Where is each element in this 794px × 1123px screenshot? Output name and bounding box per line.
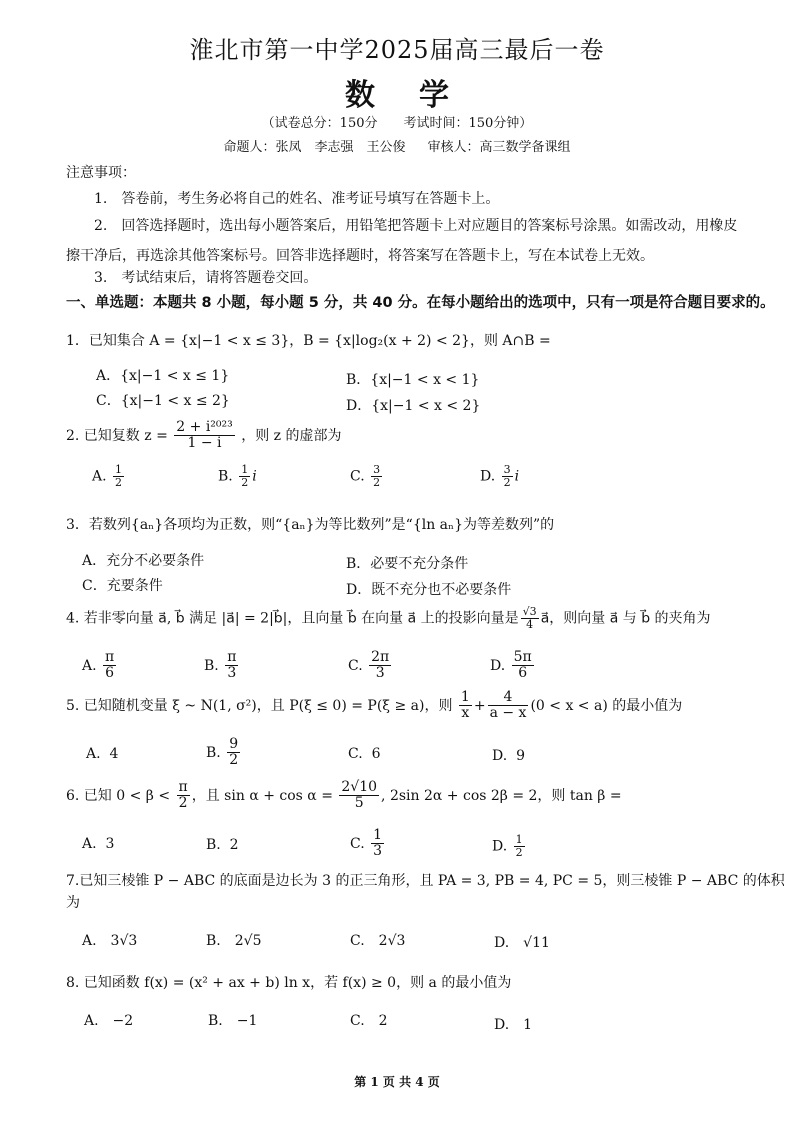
question-5-fraction-1 <box>459 690 472 722</box>
question-3-stem: 3．若数列{aₙ}各项均为正数，则“{aₙ}为等比数列”是“{ln aₙ}为等差数列”的 <box>66 517 555 533</box>
question-6-stem <box>66 780 622 812</box>
exam-title: 淮北市第一中学2025届高三最后一卷 <box>189 36 605 64</box>
section-heading: 一、单选题：本题共 8 小题，每小题 5 分，共 40 分。在每小题给出的选项中，只有一项是符合题目要求的。 <box>66 295 775 311</box>
option-label: C. <box>350 468 365 485</box>
fraction-denominator: 2 <box>115 476 123 490</box>
question-2-stem-post: ，则 z 的虚部为 <box>241 427 342 444</box>
question-5-stem-pre: 5. 已知随机变量 ξ ~ N(1, σ²)，且 P(ξ ≤ 0) = P(ξ ≥ a)，则 <box>66 697 453 714</box>
question-2-stem <box>66 420 341 452</box>
fraction-numerator: 1 <box>460 689 470 705</box>
fraction-denominator: 2 <box>229 752 239 769</box>
question-7-option-b: B. 2√5 <box>206 933 262 949</box>
option-label: A. <box>86 746 101 762</box>
notice-item-2: 2. 回答选择题时，选出每小题答案后，用铅笔把答题卡上对应题目的答案标号涂黑。如需改动，用橡皮擦干净后，再选涂其他答案标号。回答非选择题时，将答案写在答题卡上，写在本试卷上无效。 <box>66 218 738 264</box>
question-6-option-a <box>82 836 114 852</box>
question-4-option-a <box>82 650 118 682</box>
option-label: A. <box>82 836 97 852</box>
question-7-option-c: C. 2√3 <box>350 933 406 949</box>
option-fraction <box>225 650 238 682</box>
option-fraction <box>514 834 525 859</box>
option-fraction <box>512 650 534 682</box>
subject-title: 数学 <box>345 78 493 113</box>
fraction-numerator: 3 <box>373 463 381 476</box>
option-label: C. <box>350 835 365 852</box>
option-fraction <box>502 464 513 489</box>
question-1-option-b: B．{x|−1 < x < 1} <box>346 372 480 388</box>
question-5-option-b <box>206 737 242 769</box>
option-label: C. <box>348 657 363 674</box>
option-label: C. <box>348 746 363 762</box>
option-suffix: i <box>514 468 520 485</box>
option-fraction <box>227 737 240 769</box>
fraction-denominator: a − x <box>489 705 527 722</box>
fraction-denominator: 3 <box>373 843 383 860</box>
question-6-option-d <box>492 834 527 859</box>
question-4-fraction <box>521 606 539 631</box>
author-list: 命题人：张凤 李志强 王公俊 <box>223 140 406 155</box>
fraction-numerator: 1 <box>115 463 123 476</box>
question-4-stem <box>66 606 711 631</box>
fraction-numerator: π <box>178 779 188 795</box>
fraction-denominator: 4 <box>526 618 534 632</box>
option-label: B. <box>204 657 219 674</box>
fraction-denominator: 3 <box>227 665 237 682</box>
question-6-fraction-1 <box>177 780 190 812</box>
page-number: 第 1 页 共 4 页 <box>354 1075 440 1089</box>
option-fraction <box>369 650 391 682</box>
option-label: D. <box>492 748 508 764</box>
option-fraction <box>371 828 384 860</box>
fraction-denominator: 2 <box>503 476 511 490</box>
fraction-numerator: 5π <box>513 649 532 665</box>
option-label: D. <box>492 838 508 855</box>
question-1-option-a: A．{x|−1 < x ≤ 1} <box>96 368 230 384</box>
question-8-option-c: C. 2 <box>350 1013 388 1029</box>
question-6-option-c <box>350 828 386 860</box>
fraction-numerator: π <box>227 649 237 665</box>
fraction-numerator: 1 <box>373 827 383 843</box>
option-value: 4 <box>109 746 119 762</box>
fraction-denominator: 2 <box>373 476 381 490</box>
question-4-stem-pre: 4. 若非零向量 a⃗, b⃗ 满足 |a⃗| = 2|b⃗|，且向量 b⃗ 在向量 a⃗ 上的投影向量是 <box>66 610 519 627</box>
question-8-stem: 8. 已知函数 f(x) = (x² + ax + b) ln x，若 f(x) ≥ 0，则 a 的最小值为 <box>66 975 512 991</box>
question-4-option-b <box>204 650 240 682</box>
question-5-option-a <box>86 746 118 762</box>
question-8-option-b: B. −1 <box>208 1013 258 1029</box>
option-value: 3 <box>105 836 115 852</box>
fraction-denominator: 6 <box>105 665 115 682</box>
question-3-option-b: B．必要不充分条件 <box>346 556 469 572</box>
option-value: 6 <box>371 746 381 762</box>
question-1-stem: 1．已知集合 A = {x|−1 < x ≤ 3}，B = {x|log₂(x + 2) < 2}，则 A∩B = <box>66 333 551 349</box>
option-label: A. <box>82 657 97 674</box>
option-fraction <box>103 650 116 682</box>
question-8-option-a: A. −2 <box>84 1013 134 1029</box>
question-2-option-c <box>350 464 384 489</box>
option-label: B. <box>218 468 233 485</box>
fraction-denominator: 6 <box>518 665 528 682</box>
question-2-stem-pre: 2. 已知复数 z = <box>66 427 168 444</box>
option-fraction <box>113 464 124 489</box>
question-7-stem-line-1: 7.已知三棱锥 P − ABC 的底面是边长为 3 的正三角形，且 PA = 3, PB = 4, PC = 5，则三棱锥 P − ABC 的体积 <box>66 873 785 889</box>
notice-item-1: 1. 答卷前，考生务必将自己的姓名、准考证号填写在答题卡上。 <box>94 191 500 207</box>
question-1-option-c: C．{x|−1 < x ≤ 2} <box>96 393 230 409</box>
fraction-numerator: π <box>105 649 115 665</box>
option-label: B. <box>206 837 221 853</box>
fraction-denominator: x <box>461 705 470 722</box>
question-7-option-d: D. √11 <box>494 935 550 951</box>
fraction-numerator: √3 <box>522 605 537 618</box>
exam-info-score-time: （试卷总分：150分 考试时间：150分钟） <box>261 116 533 131</box>
fraction-denominator: 3 <box>375 665 385 682</box>
question-7-stem-line-2: 为 <box>66 895 80 911</box>
fraction-denominator: 2 <box>241 476 249 490</box>
question-7-option-a: A. 3√3 <box>82 933 138 949</box>
question-2-fraction <box>174 420 234 452</box>
option-label: D. <box>490 657 506 674</box>
question-2-option-b <box>218 464 257 489</box>
fraction-numerator: 3 <box>503 463 511 476</box>
question-1-option-d: D．{x|−1 < x < 2} <box>346 398 481 414</box>
question-5-stem-post: (0 < x < a) 的最小值为 <box>530 697 683 714</box>
option-suffix: i <box>252 468 257 485</box>
question-2-option-a <box>92 464 126 489</box>
reviewer-list: 审核人：高三数学备课组 <box>427 140 571 155</box>
plus-sign: + <box>473 697 486 714</box>
question-4-option-c <box>348 650 393 682</box>
question-6-option-b <box>206 837 239 853</box>
fraction-denominator: 2 <box>178 795 188 812</box>
notice-heading: 注意事项： <box>66 165 136 181</box>
question-5-fraction-2 <box>488 690 529 722</box>
question-5-option-d <box>492 748 525 764</box>
option-value: 9 <box>516 748 526 764</box>
question-3-option-a: A．充分不必要条件 <box>82 553 205 569</box>
question-4-stem-post: a⃗，则向量 a⃗ 与 b⃗ 的夹角为 <box>540 610 711 627</box>
option-fraction <box>371 464 382 489</box>
question-8-option-d: D. 1 <box>494 1017 533 1033</box>
notice-item-3: 3. 考试结束后，请将答题卷交回。 <box>94 270 318 286</box>
fraction-numerator: 9 <box>229 736 239 752</box>
question-6-stem-post: , 2sin 2α + cos 2β = 2，则 tan β = <box>381 787 622 804</box>
question-5-option-c <box>348 746 381 762</box>
exam-info-authors <box>0 136 794 155</box>
question-6-stem-pre: 6. 已知 0 < β < <box>66 787 171 804</box>
question-2-fraction-denominator: 1 − i <box>187 435 222 452</box>
option-label: B. <box>206 744 221 761</box>
fraction-numerator: 1 <box>515 833 523 846</box>
option-label: A. <box>92 468 107 485</box>
option-fraction <box>239 464 250 489</box>
question-4-option-d <box>490 650 536 682</box>
fraction-denominator: 2 <box>515 846 523 860</box>
question-6-stem-mid: ，且 sin α + cos α = <box>191 787 333 804</box>
question-2-option-d <box>480 464 519 489</box>
question-3-option-d: D．既不充分也不必要条件 <box>346 582 512 598</box>
fraction-numerator: 1 <box>241 463 249 476</box>
question-2-fraction-numerator: 2 + i²⁰²³ <box>176 419 233 435</box>
question-3-option-c: C．充要条件 <box>82 578 163 594</box>
fraction-numerator: 2π <box>371 649 390 665</box>
fraction-denominator: 5 <box>354 795 364 812</box>
question-6-fraction-2 <box>339 780 379 812</box>
option-value: 2 <box>229 837 239 853</box>
fraction-numerator: 4 <box>488 690 529 706</box>
fraction-numerator: 2√10 <box>341 779 378 795</box>
option-label: D. <box>480 468 496 485</box>
question-5-stem <box>66 690 682 722</box>
